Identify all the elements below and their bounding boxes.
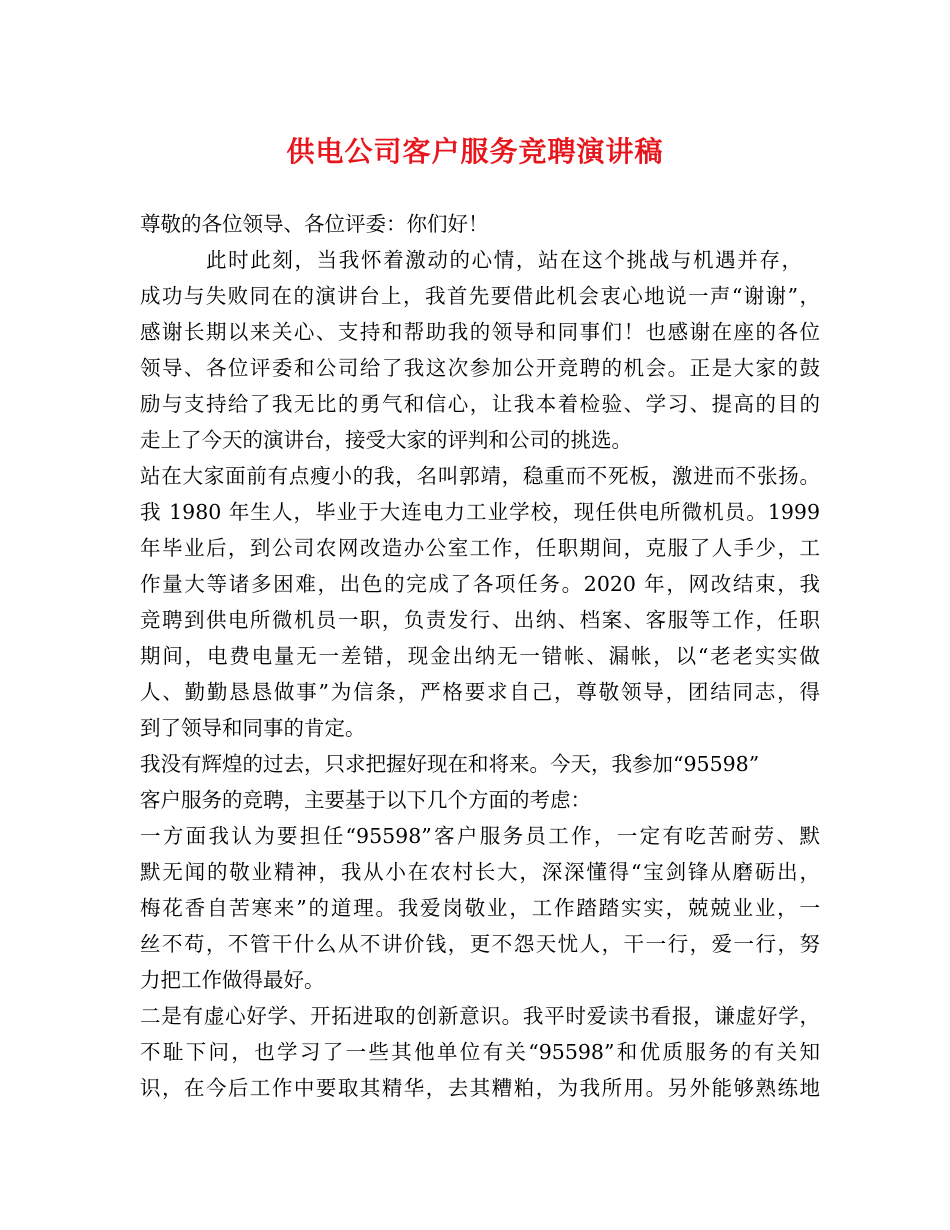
text-line: 丝不苟，不管干什么从不讲价钱，更不怨天忧人，干一行，爱一行，努 xyxy=(140,932,820,956)
text-line: 梅花香自苦寒来”的道理。我爱岗敬业，工作踏踏实实，兢兢业业，一 xyxy=(140,896,820,920)
text-line-greeting: 尊敬的各位领导、各位评委：你们好！ xyxy=(140,212,489,236)
text-line: 到了领导和同事的肯定。 xyxy=(140,716,366,740)
text-line: 默无闻的敬业精神，我从小在农村长大，深深懂得“宝剑锋从磨砺出， xyxy=(140,860,820,884)
text-line: 人、勤勤恳恳做事”为信条，严格要求自己，尊敬领导，团结同志，得 xyxy=(140,680,820,704)
text-line: 竞聘到供电所微机员一职，负责发行、出纳、档案、客服等工作，任职 xyxy=(140,608,820,632)
text-line: 我 1980 年生人，毕业于大连电力工业学校，现任供电所微机员。1999 xyxy=(140,500,820,524)
text-line: 我没有辉煌的过去，只求把握好现在和将来。今天，我参加“95598” xyxy=(140,752,760,776)
text-line: 一方面我认为要担任“95598”客户服务员工作，一定有吃苦耐劳、默 xyxy=(140,824,820,848)
text-line: 成功与失败同在的演讲台上，我首先要借此机会衷心地说一声“谢谢”， xyxy=(140,284,820,308)
text-line: 站在大家面前有点瘦小的我，名叫郭靖，稳重而不死板，激进而不张扬。 xyxy=(140,464,820,488)
text-line: 二是有虚心好学、开拓进取的创新意识。我平时爱读书看报，谦虚好学， xyxy=(140,1004,820,1028)
document-title: 供电公司客户服务竞聘演讲稿 xyxy=(286,135,664,168)
text-line: 励与支持给了我无比的勇气和信心，让我本着检验、学习、提高的目的 xyxy=(140,392,820,416)
text-line: 领导、各位评委和公司给了我这次参加公开竞聘的机会。正是大家的鼓 xyxy=(140,356,820,380)
text-line: 走上了今天的演讲台，接受大家的评判和公司的挑选。 xyxy=(140,428,632,452)
text-line: 识，在今后工作中要取其精华，去其糟粕，为我所用。另外能够熟练地 xyxy=(140,1076,820,1100)
text-line: 年毕业后，到公司农网改造办公室工作，任职期间，克服了人手少，工 xyxy=(140,536,820,560)
text-line: 客户服务的竞聘，主要基于以下几个方面的考虑： xyxy=(140,788,591,812)
text-line: 作量大等诸多困难，出色的完成了各项任务。2020 年，网改结束，我 xyxy=(140,572,820,596)
text-line: 不耻下问，也学习了一些其他单位有关“95598”和优质服务的有关知 xyxy=(140,1040,820,1064)
text-line: 期间，电费电量无一差错，现金出纳无一错帐、漏帐，以“老老实实做 xyxy=(140,644,820,668)
text-line: 感谢长期以来关心、支持和帮助我的领导和同事们！也感谢在座的各位 xyxy=(140,320,820,344)
text-line: 此时此刻，当我怀着激动的心情，站在这个挑战与机遇并存， xyxy=(206,248,802,272)
text-line: 力把工作做得最好。 xyxy=(140,968,325,992)
